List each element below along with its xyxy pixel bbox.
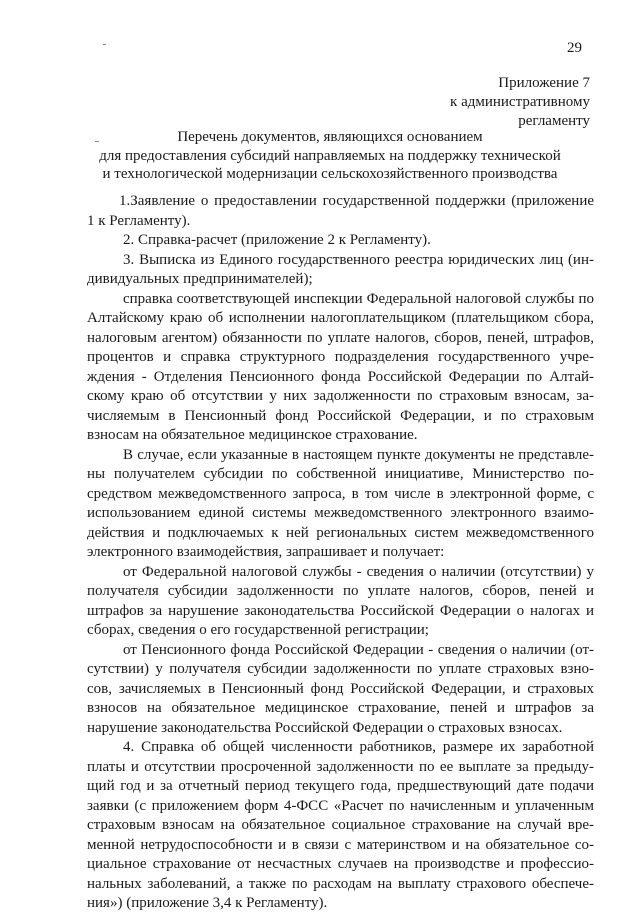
body-line: штрафов за нарушение законодательства Российской Федерации о налогах и — [87, 602, 594, 619]
body-line: от Федеральной налоговой службы - сведения о наличии (отсутствии) у — [123, 563, 594, 580]
body-line: ны получателем субсидии по собственной инициативе, Министерство по- — [87, 466, 594, 482]
body-line: 1 к Регламенту). — [87, 212, 191, 229]
document-title — [80, 128, 580, 184]
body-line: дивидуальных предпринимателей); — [87, 271, 313, 287]
page-number: 29 — [567, 40, 582, 56]
body-line: электронного взаимодействия, запрашивает и получает: — [87, 544, 445, 560]
body-line: Алтайскому краю об исполнении налогоплательщиком (плательщиком сбора, — [87, 310, 594, 326]
body-line: действия и подключаемых к ней региональных систем межведомственного — [87, 524, 594, 541]
appendix-line: регламенту — [518, 113, 590, 129]
appendix-line: Приложение 7 — [498, 75, 590, 91]
body-line: процентов и справка структурного подразделения государственного учре- — [87, 349, 594, 365]
body-line: 3. Выписка из Единого государственного реестра юридических лиц (ин- — [123, 251, 594, 268]
scan-speck-top — [103, 44, 106, 45]
body-line: использованием единой системы межведомственного электронного взаимо- — [87, 505, 594, 521]
appendix-reference — [390, 74, 590, 131]
body-line: 1.Заявление о предоставлении государственной поддержки (приложение — [119, 193, 594, 209]
body-line: страховым взносам на обязательное социальное страхование на случай вре- — [87, 817, 594, 833]
body-line: числяемым в Пенсионный фонд Российской Федерации, и по страховым — [87, 407, 594, 424]
title-line: Перечень документов, являющихся основанием — [177, 129, 483, 145]
body-line: получателя субсидии задолженности по уплате налогов, сборов, пеней и — [87, 583, 594, 599]
body-line: сутствии) у получателя субсидии задолженности по уплате страховых взно- — [87, 661, 594, 677]
body-line: ния») (приложение 3,4 к Регламенту). — [87, 895, 328, 911]
body-line: В случае, если указанные в настоящем пункте документы не представле- — [123, 446, 594, 463]
body-line: сов, зачисляемых в Пенсионный фонд Российской Федерации, и страховых — [87, 680, 594, 697]
body-line: справка соответствующей инспекции Федеральной налоговой службы по — [123, 290, 594, 307]
body-line: сборах, сведения о его государственной регистрации; — [87, 622, 429, 638]
body-line: циальное страхование от несчастных случаев на производстве и профессио- — [87, 856, 594, 872]
body-line: налоговым агентом) обязанности по уплате налогов, сборов, пеней, штрафов, — [87, 329, 594, 346]
body-line: щий год и за отчетный период текущего года, предшествующий дате подачи — [87, 778, 594, 794]
body-line: нарушение законодательства Российской Федерации о страховых взносах. — [87, 719, 563, 736]
body-line: менной нетрудоспособности и в связи с материнством и на обязательное со- — [87, 836, 594, 853]
title-line: и технологической модернизации сельскохозяйственного производства — [102, 166, 558, 182]
body-line: заявки (с приложением форм 4-ФСС «Расчет по начисленным и уплаченным — [87, 797, 594, 814]
appendix-line: к административному — [450, 94, 590, 110]
body-line: средством межведомственного запроса, в том числе в электронной форме, с — [87, 485, 594, 502]
document-body — [87, 192, 594, 914]
body-line: 2. Справка-расчет (приложение 2 к Регламенту). — [123, 232, 431, 248]
body-line: от Пенсионного фонда Российской Федерации - сведения о наличии (от- — [123, 641, 594, 658]
body-line: платы и отсутствии просроченной задолженности по ее выплате за предыду- — [87, 758, 594, 775]
title-line: для предоставления субсидий направляемых на поддержку технической — [99, 147, 561, 164]
body-line: ждения - Отделения Пенсионного фонда Российской Федерации по Алтай- — [87, 368, 594, 385]
body-line: взносам на обязательное медицинское страхование. — [87, 427, 418, 443]
body-line: скому краю об отсутствии у них задолженности по страховым взносам, за- — [87, 388, 594, 404]
body-line: 4. Справка об общей численности работников, размере их заработной — [123, 739, 594, 755]
body-line: нальных заболеваний, а также по расходам на выплату страхового обеспече- — [87, 875, 594, 892]
body-line: взносов на обязательное медицинское страхование, пеней и штрафов за — [87, 700, 594, 716]
